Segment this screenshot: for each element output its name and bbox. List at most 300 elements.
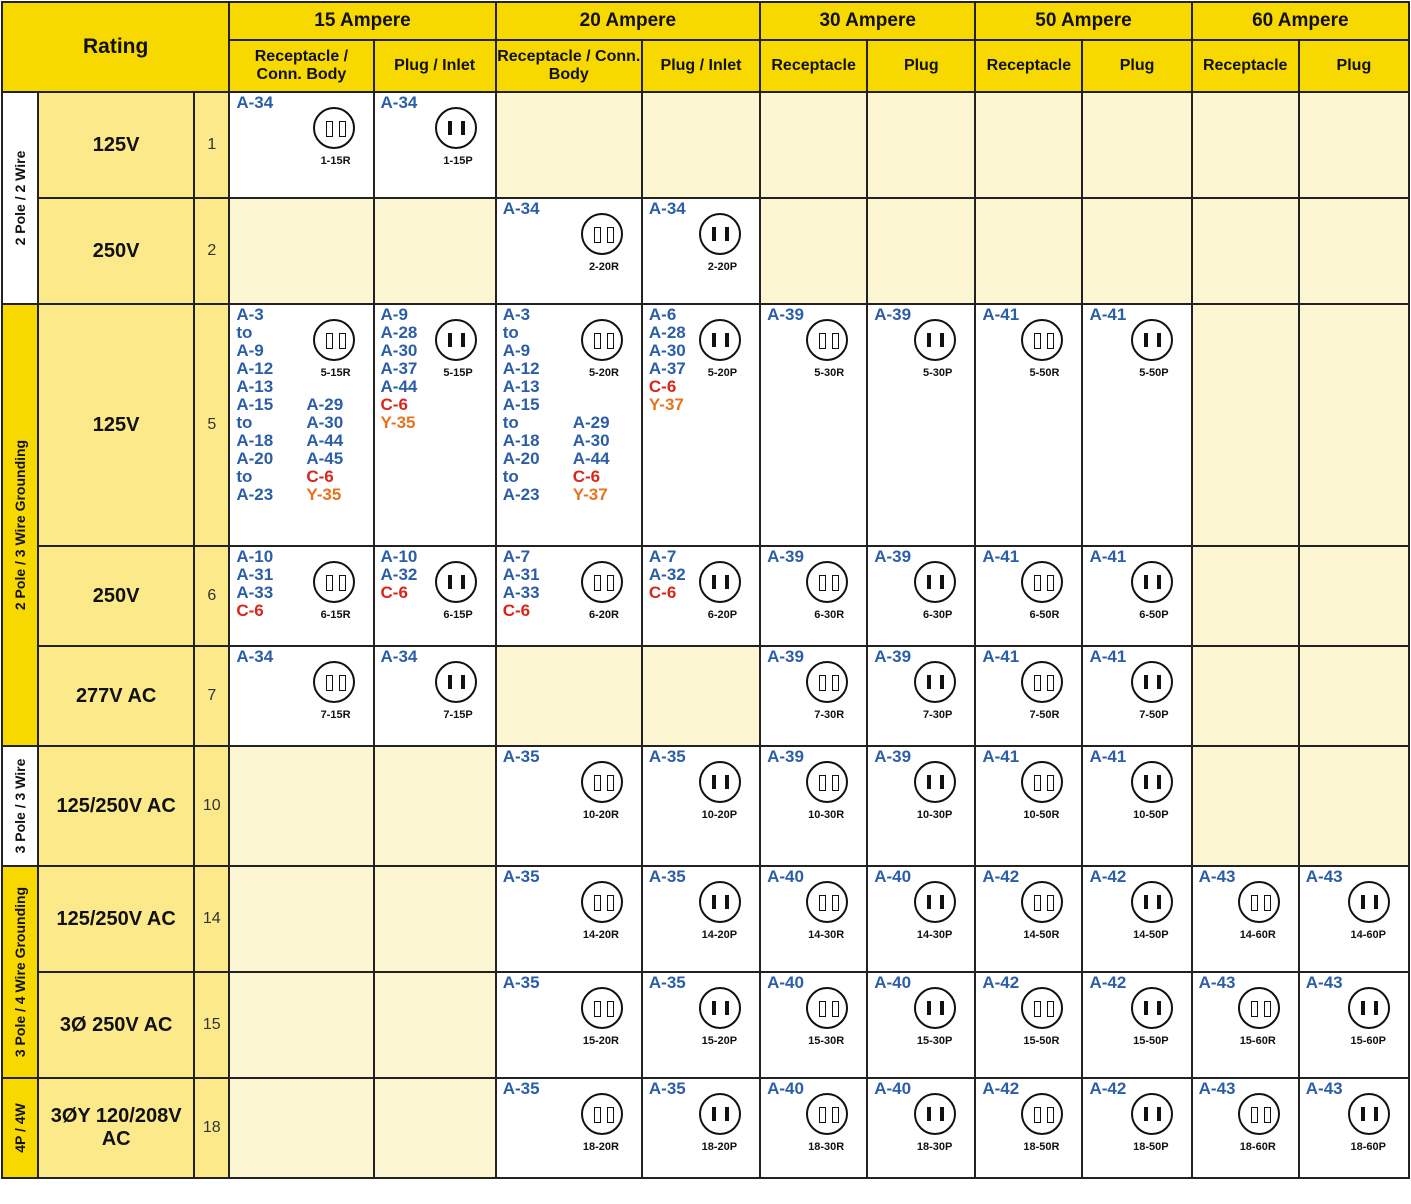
blade-icon [448, 121, 452, 135]
device-cell [867, 304, 975, 546]
device-cell [1082, 304, 1191, 546]
catalog-ref: A-15 [502, 395, 540, 414]
blade-icon [1034, 333, 1041, 349]
plug-face-icon [914, 1093, 956, 1135]
nema-code-label: 15-20P [701, 1035, 738, 1047]
catalog-ref: A-42 [1089, 973, 1127, 992]
nema-code-label: 5-20R [588, 367, 619, 379]
catalog-ref: A-37 [380, 359, 418, 378]
blade-icon [1144, 1107, 1148, 1121]
blade-icon [1157, 1107, 1161, 1121]
catalog-ref: A-35 [502, 1079, 540, 1098]
catalog-refs [874, 748, 911, 766]
nema-code-label: 5-15P [443, 367, 473, 379]
blade-icon [1034, 675, 1041, 691]
device-cell [642, 1078, 760, 1178]
catalog-ref: A-41 [1089, 547, 1127, 566]
table-row [2, 92, 1409, 198]
catalog-ref: A-13 [502, 377, 540, 396]
nema-code-label: 18-30R [808, 1141, 845, 1153]
catalog-ref: A-10 [236, 547, 274, 566]
blade-icon [594, 895, 601, 911]
catalog-ref: A-12 [502, 359, 540, 378]
nema-code-label: 10-50R [1023, 809, 1060, 821]
catalog-refs [1089, 868, 1126, 886]
blade-icon [1157, 895, 1161, 909]
blade-icon [1034, 1001, 1041, 1017]
plug-face-icon [435, 661, 477, 703]
table-row [2, 646, 1409, 746]
catalog-ref: A-34 [236, 93, 274, 112]
catalog-ref: A-32 [648, 565, 686, 584]
catalog-ref: A-41 [982, 547, 1020, 566]
blade-icon [1144, 1001, 1148, 1015]
catalog-ref: A-43 [1305, 973, 1343, 992]
blade-icon [940, 1107, 944, 1121]
catalog-refs [982, 306, 1019, 324]
catalog-refs [1306, 974, 1343, 992]
plug-face-icon [699, 881, 741, 923]
catalog-ref: A-39 [767, 547, 804, 566]
config-number: 10 [194, 746, 229, 866]
device-cell [496, 546, 642, 646]
blade-icon [461, 675, 465, 689]
voltage-label: 3Ø 250V AC [38, 972, 194, 1078]
blade-icon [1157, 1001, 1161, 1015]
empty-cell [229, 972, 373, 1078]
config-number: 5 [194, 304, 229, 546]
catalog-refs [767, 868, 804, 886]
catalog-refs [874, 306, 911, 324]
empty-cell [496, 646, 642, 746]
catalog-refs [982, 548, 1019, 566]
catalog-ref: C-6 [380, 583, 408, 602]
device-cell [975, 746, 1082, 866]
nema-code-label: 14-50P [1133, 929, 1169, 941]
device-cell [1082, 646, 1191, 746]
device-cell [975, 546, 1082, 646]
catalog-ref: A-39 [874, 305, 912, 324]
table-row [2, 746, 1409, 866]
device-cell [867, 972, 975, 1078]
blade-icon [1047, 575, 1054, 591]
receptacle-face-icon [806, 987, 848, 1029]
receptacle-face-icon [313, 661, 355, 703]
empty-cell [374, 866, 496, 972]
blade-icon [1047, 775, 1054, 791]
device-cell [760, 866, 867, 972]
blade-icon [461, 333, 465, 347]
blade-icon [927, 1001, 931, 1015]
nema-code-label: 6-20R [588, 609, 619, 621]
catalog-ref: A-10 [380, 547, 418, 566]
voltage-label: 125/250V AC [38, 866, 194, 972]
nema-code-label: 7-50R [1029, 709, 1060, 721]
config-number: 18 [194, 1078, 229, 1178]
blade-icon [1144, 775, 1148, 789]
catalog-ref: A-41 [1089, 305, 1127, 324]
catalog-ref: C-6 [306, 467, 334, 486]
catalog-refs [874, 974, 911, 992]
device-cell [975, 1078, 1082, 1178]
catalog-ref: Y-37 [648, 395, 684, 414]
plug-face-icon [914, 561, 956, 603]
catalog-refs [1089, 548, 1126, 566]
catalog-ref: to [236, 323, 253, 342]
blade-icon [339, 333, 346, 349]
blade-icon [607, 227, 614, 243]
receptacle-face-icon [581, 1093, 623, 1135]
nema-code-label: 10-30P [916, 809, 953, 821]
catalog-ref: A-39 [874, 547, 912, 566]
blade-icon [326, 121, 333, 137]
blade-icon [448, 333, 452, 347]
blade-icon [940, 675, 944, 689]
device-cell [975, 866, 1082, 972]
nema-code-label: 18-50P [1133, 1141, 1169, 1153]
catalog-ref: A-40 [874, 867, 912, 886]
catalog-ref: C-6 [648, 583, 677, 602]
nema-code-label: 14-20P [701, 929, 738, 941]
catalog-ref: A-39 [767, 747, 804, 766]
empty-cell [1082, 198, 1191, 304]
device-cell [374, 546, 496, 646]
blade-icon [1144, 675, 1148, 689]
blade-icon [712, 775, 716, 789]
blade-icon [607, 775, 614, 791]
catalog-refs [767, 548, 804, 566]
blade-icon [1034, 575, 1041, 591]
blade-icon [712, 575, 716, 589]
device-cell [374, 304, 496, 546]
catalog-refs [767, 306, 804, 324]
catalog-ref: A-40 [767, 1079, 804, 1098]
blade-icon [940, 775, 944, 789]
empty-cell [229, 866, 373, 972]
group-label: 2 Pole / 2 Wire [12, 150, 29, 246]
group-label: 2 Pole / 3 Wire Grounding [12, 439, 29, 611]
receptacle-face-icon [1021, 987, 1063, 1029]
blade-icon [326, 575, 333, 591]
catalog-ref: A-3 [236, 305, 264, 324]
blade-icon [725, 333, 729, 347]
catalog-ref: A-39 [874, 647, 912, 666]
catalog-ref: A-3 [502, 305, 531, 324]
nema-code-label: 6-50R [1029, 609, 1060, 621]
col-header: Receptacle [1192, 40, 1299, 92]
blade-icon [1047, 1107, 1054, 1123]
voltage-label: 250V [38, 198, 194, 304]
config-number: 15 [194, 972, 229, 1078]
config-number: 6 [194, 546, 229, 646]
catalog-refs [767, 1080, 804, 1098]
blade-icon [594, 227, 601, 243]
blade-icon [927, 575, 931, 589]
catalog-refs [503, 548, 540, 620]
catalog-ref: A-20 [236, 449, 274, 468]
nema-code-label: 5-30R [814, 367, 845, 379]
col-header: Plug [867, 40, 975, 92]
blade-icon [712, 1001, 716, 1015]
nema-code-label: 14-30R [808, 929, 845, 941]
catalog-ref: C-6 [572, 467, 601, 486]
catalog-ref: A-13 [236, 377, 274, 396]
catalog-refs [236, 306, 273, 504]
plug-face-icon [1348, 1093, 1390, 1135]
nema-code-label: 1-15P [443, 155, 473, 167]
blade-icon [1144, 333, 1148, 347]
blade-icon [326, 675, 333, 691]
catalog-refs [649, 868, 686, 886]
device-cell [760, 546, 867, 646]
catalog-ref: Y-35 [306, 485, 342, 504]
col-header: Plug [1299, 40, 1409, 92]
catalog-ref: A-39 [874, 747, 912, 766]
catalog-ref: A-39 [767, 305, 804, 324]
catalog-ref: A-35 [648, 1079, 686, 1098]
catalog-ref: A-18 [236, 431, 274, 450]
device-cell [867, 1078, 975, 1178]
catalog-ref: A-9 [380, 305, 408, 324]
nema-code-label: 5-50R [1029, 367, 1060, 379]
blade-icon [940, 333, 944, 347]
device-cell [374, 646, 496, 746]
plug-face-icon [914, 881, 956, 923]
config-number: 1 [194, 92, 229, 198]
nema-code-label: 18-20P [701, 1141, 738, 1153]
device-cell [229, 646, 373, 746]
catalog-refs [1089, 974, 1126, 992]
catalog-ref: A-45 [306, 449, 344, 468]
nema-code-label: 6-30P [922, 609, 953, 621]
blade-icon [607, 333, 614, 349]
catalog-ref: A-44 [306, 431, 344, 450]
catalog-ref: A-40 [874, 1079, 912, 1098]
empty-cell [867, 198, 975, 304]
nema-code-label: 10-20R [582, 809, 619, 821]
catalog-ref: A-42 [1089, 1079, 1127, 1098]
catalog-refs [503, 868, 540, 886]
catalog-ref: A-37 [648, 359, 686, 378]
empty-cell [642, 92, 760, 198]
plug-face-icon [1131, 561, 1173, 603]
catalog-ref: A-23 [502, 485, 540, 504]
group-label: 3 Pole / 3 Wire [12, 758, 29, 854]
receptacle-face-icon [313, 319, 355, 361]
blade-icon [1144, 575, 1148, 589]
nema-code-label: 7-30P [922, 709, 953, 721]
receptacle-face-icon [1238, 987, 1280, 1029]
empty-cell [1299, 92, 1409, 198]
blade-icon [1157, 675, 1161, 689]
blade-icon [927, 675, 931, 689]
catalog-ref: A-43 [1305, 1079, 1343, 1098]
catalog-ref: A-34 [648, 199, 686, 218]
blade-icon [712, 1107, 716, 1121]
group-label-cell [2, 1078, 38, 1178]
blade-icon [832, 675, 839, 691]
group-label: 4P / 4W [12, 1103, 29, 1153]
catalog-ref: A-23 [236, 485, 274, 504]
plug-face-icon [914, 987, 956, 1029]
col-header: Plug / Inlet [374, 40, 496, 92]
amp-header-15: 15 Ampere [229, 2, 495, 40]
device-cell [642, 304, 760, 546]
catalog-refs [982, 748, 1019, 766]
voltage-label: 3ØY 120/208V AC [38, 1078, 194, 1178]
nema-code-label: 5-30P [922, 367, 953, 379]
plug-face-icon [435, 107, 477, 149]
blade-icon [927, 775, 931, 789]
catalog-ref: A-42 [982, 867, 1020, 886]
nema-code-label: 14-50R [1023, 929, 1060, 941]
device-cell [496, 866, 642, 972]
col-header: Receptacle [975, 40, 1082, 92]
catalog-refs [1089, 306, 1126, 324]
device-cell [867, 866, 975, 972]
voltage-label: 125V [38, 92, 194, 198]
catalog-ref: A-41 [1089, 747, 1127, 766]
receptacle-face-icon [1238, 1093, 1280, 1135]
blade-icon [1144, 895, 1148, 909]
plug-face-icon [1131, 1093, 1173, 1135]
catalog-refs [767, 748, 804, 766]
group-label-cell [2, 92, 38, 304]
nema-code-label: 18-60P [1350, 1141, 1386, 1153]
nema-code-label: 1-15R [320, 155, 351, 167]
nema-code-label: 6-15R [320, 609, 351, 621]
blade-icon [725, 227, 729, 241]
catalog-refs [874, 648, 911, 666]
nema-code-label: 15-20R [582, 1035, 619, 1047]
blade-icon [1047, 895, 1054, 911]
device-cell [975, 646, 1082, 746]
blade-icon [1157, 575, 1161, 589]
catalog-refs [1306, 1080, 1343, 1098]
catalog-ref: A-34 [502, 199, 540, 218]
blade-icon [819, 775, 826, 791]
blade-icon [712, 227, 716, 241]
empty-cell [1082, 92, 1191, 198]
catalog-ref: A-35 [648, 867, 686, 886]
device-cell [1192, 972, 1299, 1078]
blade-icon [832, 895, 839, 911]
blade-icon [461, 121, 465, 135]
blade-icon [819, 575, 826, 591]
empty-cell [1192, 304, 1299, 546]
nema-code-label: 15-60P [1350, 1035, 1386, 1047]
catalog-ref: A-40 [767, 867, 804, 886]
plug-face-icon [1131, 987, 1173, 1029]
col-header: Plug / Inlet [642, 40, 760, 92]
device-cell [1082, 866, 1191, 972]
receptacle-face-icon [806, 761, 848, 803]
catalog-ref: C-6 [648, 377, 677, 396]
catalog-refs [767, 974, 804, 992]
catalog-ref: A-32 [380, 565, 418, 584]
catalog-ref: A-44 [572, 449, 610, 468]
catalog-ref: A-41 [982, 747, 1020, 766]
catalog-refs [1199, 1080, 1236, 1098]
catalog-ref: A-35 [502, 747, 540, 766]
receptacle-face-icon [1021, 561, 1063, 603]
blade-icon [819, 895, 826, 911]
blade-icon [448, 675, 452, 689]
empty-cell [975, 92, 1082, 198]
catalog-refs [381, 548, 418, 602]
nema-code-label: 18-30P [916, 1141, 953, 1153]
blade-icon [819, 1107, 826, 1123]
device-cell [1299, 1078, 1409, 1178]
blade-icon [339, 675, 346, 691]
voltage-label: 125/250V AC [38, 746, 194, 866]
device-cell [867, 546, 975, 646]
catalog-refs-secondary [573, 414, 610, 504]
config-number: 7 [194, 646, 229, 746]
blade-icon [940, 575, 944, 589]
catalog-ref: A-18 [502, 431, 540, 450]
device-cell [496, 746, 642, 866]
catalog-ref: A-39 [767, 647, 804, 666]
nema-code-label: 14-60P [1350, 929, 1386, 941]
amp-header-20: 20 Ampere [496, 2, 760, 40]
receptacle-face-icon [581, 561, 623, 603]
receptacle-face-icon [1021, 761, 1063, 803]
plug-face-icon [1131, 881, 1173, 923]
catalog-refs [1089, 648, 1126, 666]
blade-icon [1361, 1107, 1365, 1121]
receptacle-face-icon [1021, 1093, 1063, 1135]
table-row [2, 198, 1409, 304]
receptacle-face-icon [806, 881, 848, 923]
catalog-refs [1199, 974, 1236, 992]
nema-code-label: 2-20P [707, 261, 738, 273]
blade-icon [339, 121, 346, 137]
blade-icon [1251, 1107, 1258, 1123]
table-row [2, 866, 1409, 972]
blade-icon [712, 333, 716, 347]
catalog-refs [381, 306, 418, 432]
empty-cell [1192, 92, 1299, 198]
device-cell [229, 546, 373, 646]
nema-code-label: 15-30R [808, 1035, 845, 1047]
device-cell [642, 546, 760, 646]
nema-code-label: 7-15P [443, 709, 473, 721]
blade-icon [1264, 895, 1271, 911]
group-label-cell [2, 304, 38, 746]
catalog-refs [649, 748, 686, 766]
empty-cell [374, 198, 496, 304]
empty-cell [229, 746, 373, 866]
config-number: 14 [194, 866, 229, 972]
empty-cell [374, 972, 496, 1078]
catalog-refs [649, 1080, 686, 1098]
nema-code-label: 10-30R [808, 809, 845, 821]
nema-code-label: 6-20P [707, 609, 738, 621]
blade-icon [448, 575, 452, 589]
table-body [2, 92, 1409, 1178]
blade-icon [832, 333, 839, 349]
blade-icon [1047, 1001, 1054, 1017]
blade-icon [819, 675, 826, 691]
catalog-ref: A-34 [380, 93, 418, 112]
receptacle-face-icon [1021, 881, 1063, 923]
nema-code-label: 14-30P [916, 929, 953, 941]
catalog-ref: to [502, 413, 519, 432]
plug-face-icon [699, 761, 741, 803]
device-cell [496, 1078, 642, 1178]
blade-icon [927, 1107, 931, 1121]
